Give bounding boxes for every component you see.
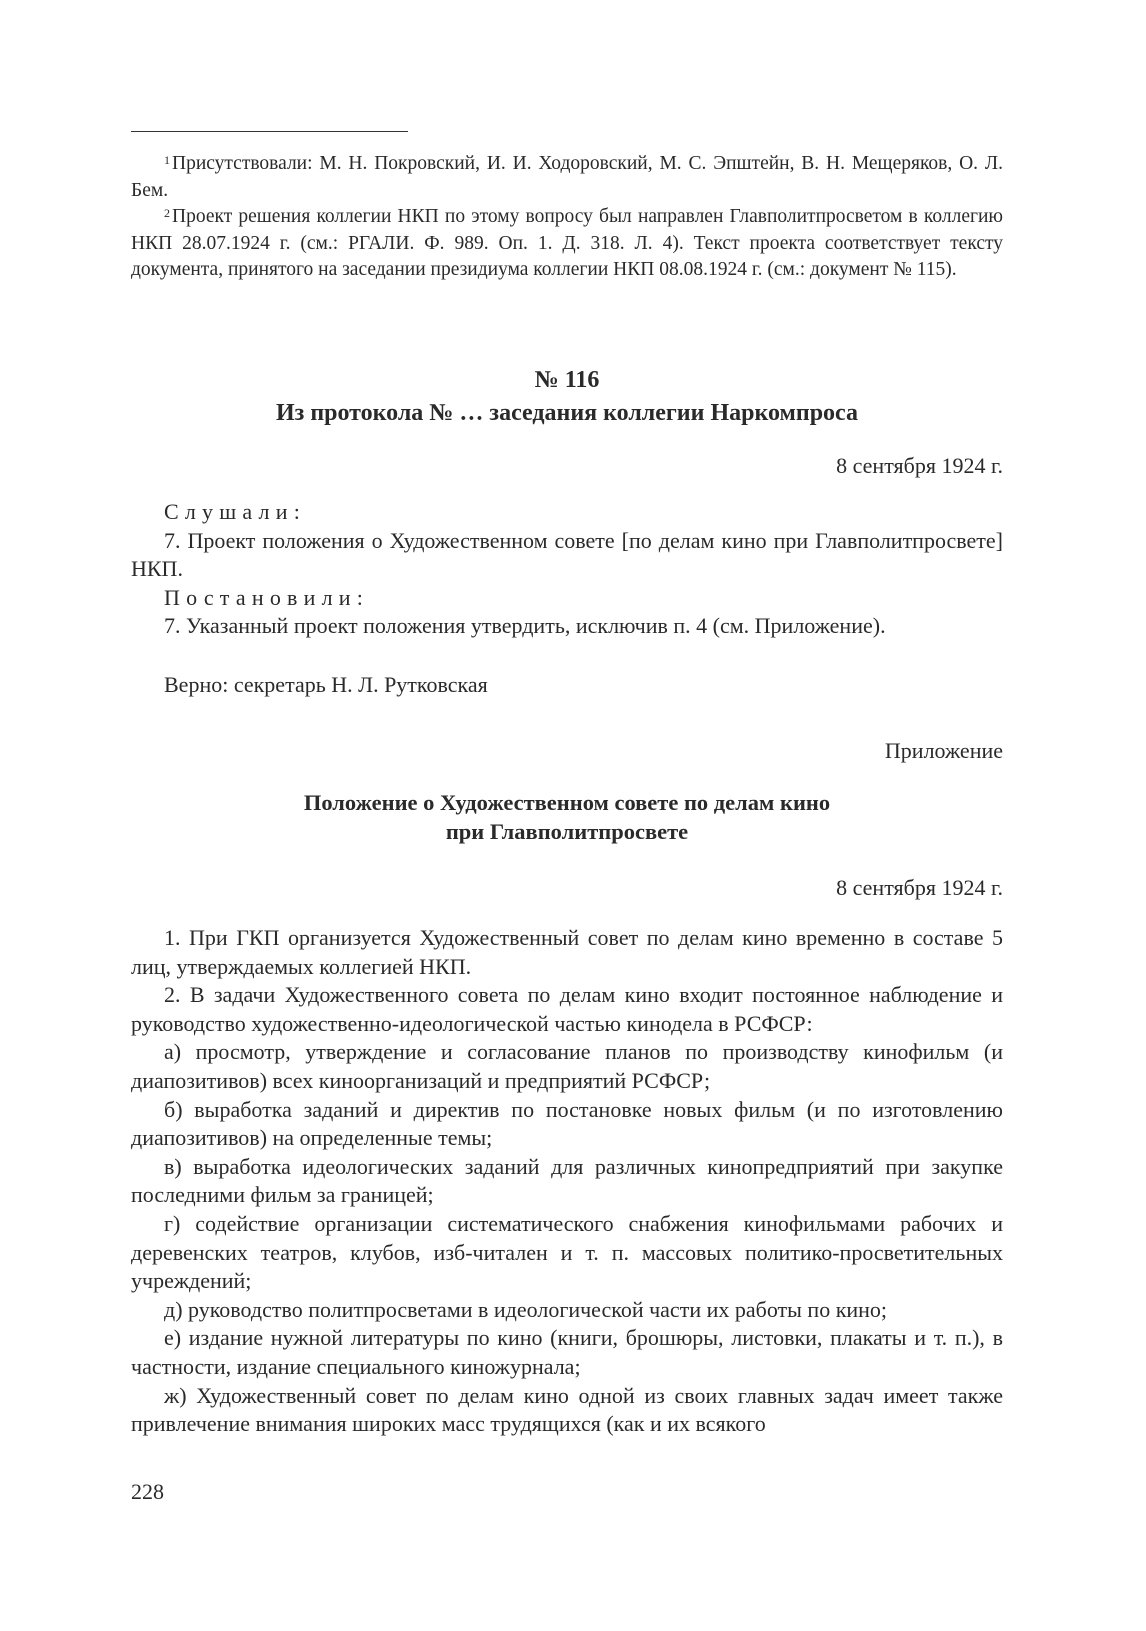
- attestation: [131, 671, 1003, 700]
- appendix-paragraph: ж) Художественный совет по делам кино одной из своих главных задач имеет также привлечение внимания широких масс трудящихся (как и их всякого: [131, 1382, 1003, 1437]
- document-title: Из протокола № … заседания коллегии Наркомпроса: [276, 400, 858, 426]
- appendix-paragraph: е) издание нужной литературы по кино (книги, брошюры, листовки, плакаты и т. п.), в частности, издание специального киножурнала;: [131, 1325, 1003, 1379]
- footnote-separator: [131, 131, 408, 132]
- appendix-paragraph: 1. При ГКП организуется Художественный совет по делам кино временно в составе 5 лиц, утверждаемых коллегией НКП.: [131, 925, 1003, 979]
- heard-item: 7. Проект положения о Художественном совете [по делам кино при Главполитпросвете] НКП.: [131, 527, 1003, 582]
- footnote-2: [131, 204, 1003, 284]
- resolved-label: Постановили:: [164, 584, 370, 610]
- appendix-paragraph: в) выработка идеологических заданий для различных кинопредприятий при закупке последними фильм за границей;: [131, 1153, 1003, 1208]
- document-date: 8 сентября 1924 г.: [836, 453, 1003, 478]
- appendix-paragraph: г) содействие организации систематического снабжения кинофильмами рабочих и деревенских театров, клубов, изб-читален и т. п. массовых политико-просветительных учреждений;: [131, 1210, 1003, 1294]
- heard-label: Слушали:: [164, 499, 307, 524]
- appendix-paragraph: д) руководство политпросветами в идеологической части их работы по кино;: [164, 1296, 888, 1322]
- appendix-title-line-1: Положение о Художественном совете по делам кино: [303, 790, 831, 815]
- document-number: № 116: [534, 367, 600, 393]
- appendix-paragraph: 2. В задачи Художественного совета по делам кино входит постоянное наблюдение и руководство художественно-идеологической частью кинодела в РСФСР:: [131, 982, 1003, 1036]
- appendix-paragraph: а) просмотр, утверждение и согласование планов по производству кинофильм (и диапозитивов) всех киноорганизаций и предприятий РСФСР;: [131, 1039, 1003, 1093]
- protocol-body: [131, 498, 1003, 641]
- resolved-item: 7. Указанный проект положения утвердить, исключив п. 4 (см. Приложение).: [164, 613, 886, 639]
- footnotes: [131, 151, 1003, 284]
- appendix-label: Приложение: [884, 738, 1003, 763]
- footnote-mark: 2: [164, 206, 170, 220]
- appendix-title: [131, 788, 1003, 846]
- page-number: 228: [131, 1479, 164, 1504]
- appendix-date: 8 сентября 1924 г.: [836, 875, 1003, 900]
- footnote-mark: 1: [164, 153, 170, 167]
- appendix-paragraph: б) выработка заданий и директив по постановке новых фильм (и по изготовлению диапозитивов) на определенные темы;: [131, 1096, 1003, 1151]
- appendix-title-line-2: при Главполитпросвете: [445, 819, 689, 844]
- footnote-1: [131, 151, 1003, 204]
- footnote-text: Проект решения коллегии НКП по этому вопросу был направлен Главполитпросветом в коллегию НКП 28.07.1924 г. (см.: РГАЛИ. Ф. 989. Оп. 1. Д. 318. Л. 4). Текст проекта соответствует тексту документа, принятого на заседании президиума коллегии НКП 08.08.1924 г. (см.: документ № 115).: [131, 206, 1003, 280]
- footnote-text: Присутствовали: М. Н. Покровский, И. И. Ходоровский, М. С. Эпштейн, В. Н. Мещеряков, О. Л. Бем.: [131, 153, 1003, 201]
- appendix-body: [131, 924, 1003, 1439]
- attest-line: Верно: секретарь Н. Л. Рутковская: [164, 672, 488, 697]
